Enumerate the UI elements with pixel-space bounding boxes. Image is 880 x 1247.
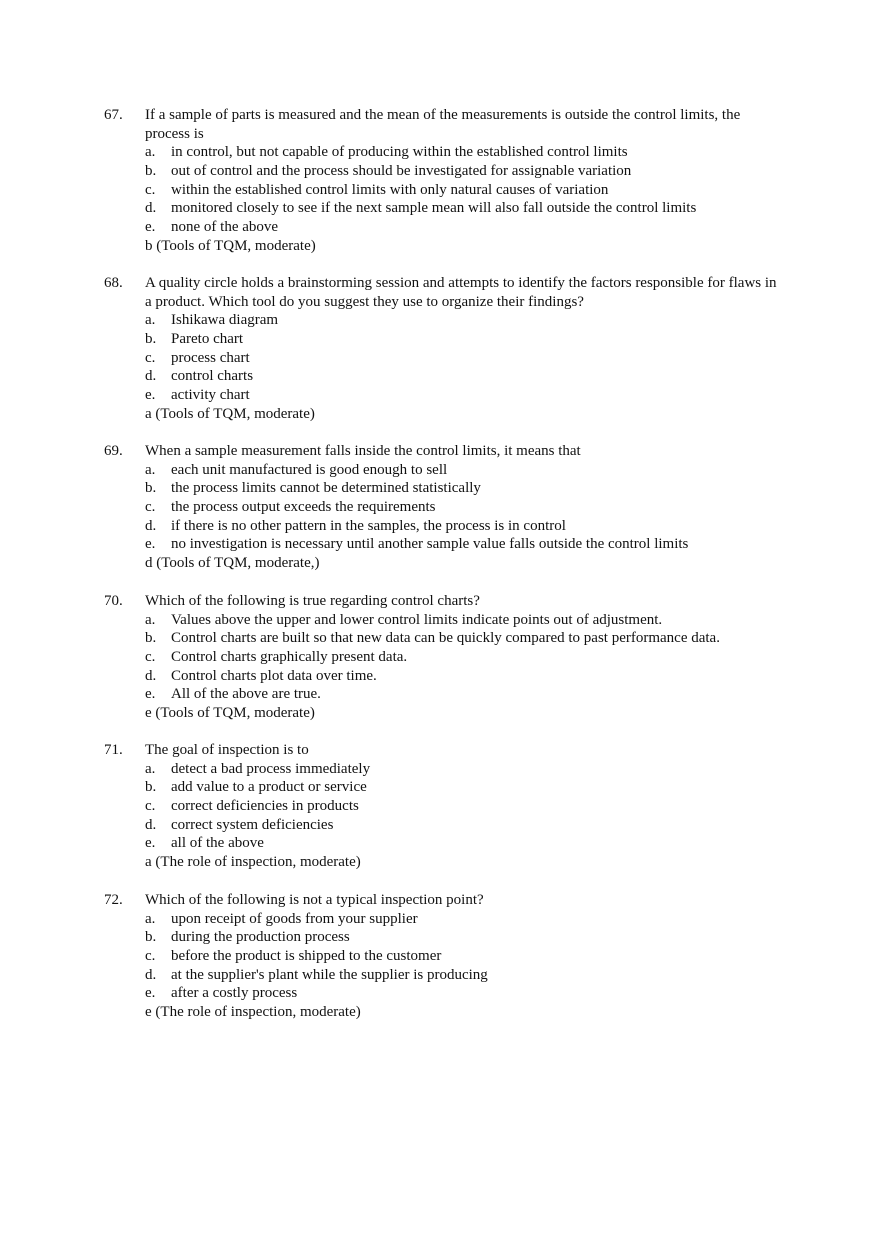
option-text: each unit manufactured is good enough to sell [171,461,448,478]
option-letter: a. [145,760,156,777]
question-options [145,461,845,573]
option-d [145,816,845,835]
question-stem: The goal of inspection is to [145,742,309,758]
option-b [145,162,845,181]
option-a [145,760,845,779]
question-stem: Which of the following is true regarding control charts? [145,593,480,609]
question-options [145,611,845,723]
option-letter: a. [145,312,156,329]
answer-key: e (The role of inspection, moderate) [145,1004,361,1021]
question-options [145,143,845,255]
option-text: correct system deficiencies [171,816,334,833]
option-text: the process limits cannot be determined statistically [171,480,481,497]
option-letter: e. [145,985,156,1002]
option-letter: d. [145,368,157,385]
option-letter: a. [145,144,156,161]
question-number: 67. [104,107,123,123]
option-text: if there is no other pattern in the samples, the process is in control [171,517,566,534]
answer-key: a (Tools of TQM, moderate) [145,405,315,422]
option-text: control charts [171,368,254,385]
option-letter: e. [145,219,156,236]
option-letter: a. [145,461,156,478]
option-text: activity chart [171,387,250,404]
option-e [145,535,845,554]
option-letter: d. [145,816,157,833]
option-d [145,199,845,218]
question-number: 70. [104,593,123,609]
option-e [145,984,845,1003]
option-text: detect a bad process immediately [171,760,371,777]
option-a [145,910,845,929]
option-text: before the product is shipped to the customer [171,948,442,965]
question-number: 68. [104,275,123,291]
option-a [145,611,845,630]
option-letter: a. [145,611,156,628]
option-letter: b. [145,929,157,946]
option-text: within the established control limits with only natural causes of variation [171,181,609,198]
question-stem: Which of the following is not a typical inspection point? [145,892,484,908]
option-text: no investigation is necessary until another sample value falls outside the control limits [171,536,689,553]
option-text: none of the above [171,219,279,236]
option-e [145,685,845,704]
option-e [145,834,845,853]
question-number: 72. [104,892,123,908]
option-letter: b. [145,480,157,497]
question-options [145,760,845,872]
option-letter: c. [145,948,156,965]
option-letter: b. [145,779,157,796]
option-a [145,461,845,480]
question-options [145,311,845,423]
option-text: at the supplier's plant while the supplier is producing [171,966,488,983]
option-letter: c. [145,649,156,666]
question-stem: A quality circle holds a brainstorming session and attempts to identify the factors responsible for flaws in a product. Which tool do you suggest they use to organize their findings? [145,275,777,310]
option-letter: b. [145,630,157,647]
option-c [145,349,845,368]
option-c [145,648,845,667]
option-b [145,479,845,498]
option-text: in control, but not capable of producing within the established control limits [171,144,628,161]
question-stem: When a sample measurement falls inside the control limits, it means that [145,443,581,459]
option-c [145,947,845,966]
option-a [145,143,845,162]
option-c [145,797,845,816]
option-letter: c. [145,798,156,815]
option-letter: b. [145,163,157,180]
option-text: after a costly process [171,985,298,1002]
question-stem: If a sample of parts is measured and the mean of the measurements is outside the control limits, the process is [145,107,741,142]
option-letter: b. [145,331,157,348]
question-number: 69. [104,443,123,459]
option-letter: e. [145,686,156,703]
option-c [145,498,845,517]
option-e [145,386,845,405]
option-letter: d. [145,667,157,684]
option-text: Values above the upper and lower control limits indicate points out of adjustment. [171,611,663,628]
option-b [145,778,845,797]
option-text: process chart [171,349,250,366]
option-text: the process output exceeds the requirements [171,499,436,516]
answer-key: b (Tools of TQM, moderate) [145,237,316,254]
option-letter: d. [145,517,157,534]
option-letter: e. [145,536,156,553]
option-text: Ishikawa diagram [171,312,279,329]
option-text: All of the above are true. [171,686,321,703]
question-number: 71. [104,742,123,758]
answer-key: d (Tools of TQM, moderate,) [145,555,320,572]
option-letter: a. [145,910,156,927]
option-text: monitored closely to see if the next sample mean will also fall outside the control limits [171,200,697,217]
option-e [145,218,845,237]
option-text: Control charts graphically present data. [171,649,408,666]
option-text: all of the above [171,835,264,852]
option-text: Control charts plot data over time. [171,667,377,684]
answer-key: a (The role of inspection, moderate) [145,854,361,871]
answer-key: e (Tools of TQM, moderate) [145,705,315,722]
option-text: upon receipt of goods from your supplier [171,910,418,927]
option-a [145,311,845,330]
option-d [145,517,845,536]
option-letter: c. [145,349,156,366]
option-letter: d. [145,966,157,983]
option-d [145,966,845,985]
option-letter: e. [145,835,156,852]
option-letter: c. [145,181,156,198]
option-d [145,667,845,686]
option-b [145,928,845,947]
option-letter: c. [145,499,156,516]
option-text: Control charts are built so that new data can be quickly compared to past performance data. [171,630,720,647]
option-text: correct deficiencies in products [171,798,359,815]
option-text: Pareto chart [171,331,244,348]
option-b [145,330,845,349]
option-letter: e. [145,387,156,404]
option-text: add value to a product or service [171,779,367,796]
option-c [145,181,845,200]
option-text: during the production process [171,929,350,946]
option-d [145,367,845,386]
option-letter: d. [145,200,157,217]
option-b [145,629,845,648]
option-text: out of control and the process should be investigated for assignable variation [171,163,632,180]
question-options [145,910,845,1022]
